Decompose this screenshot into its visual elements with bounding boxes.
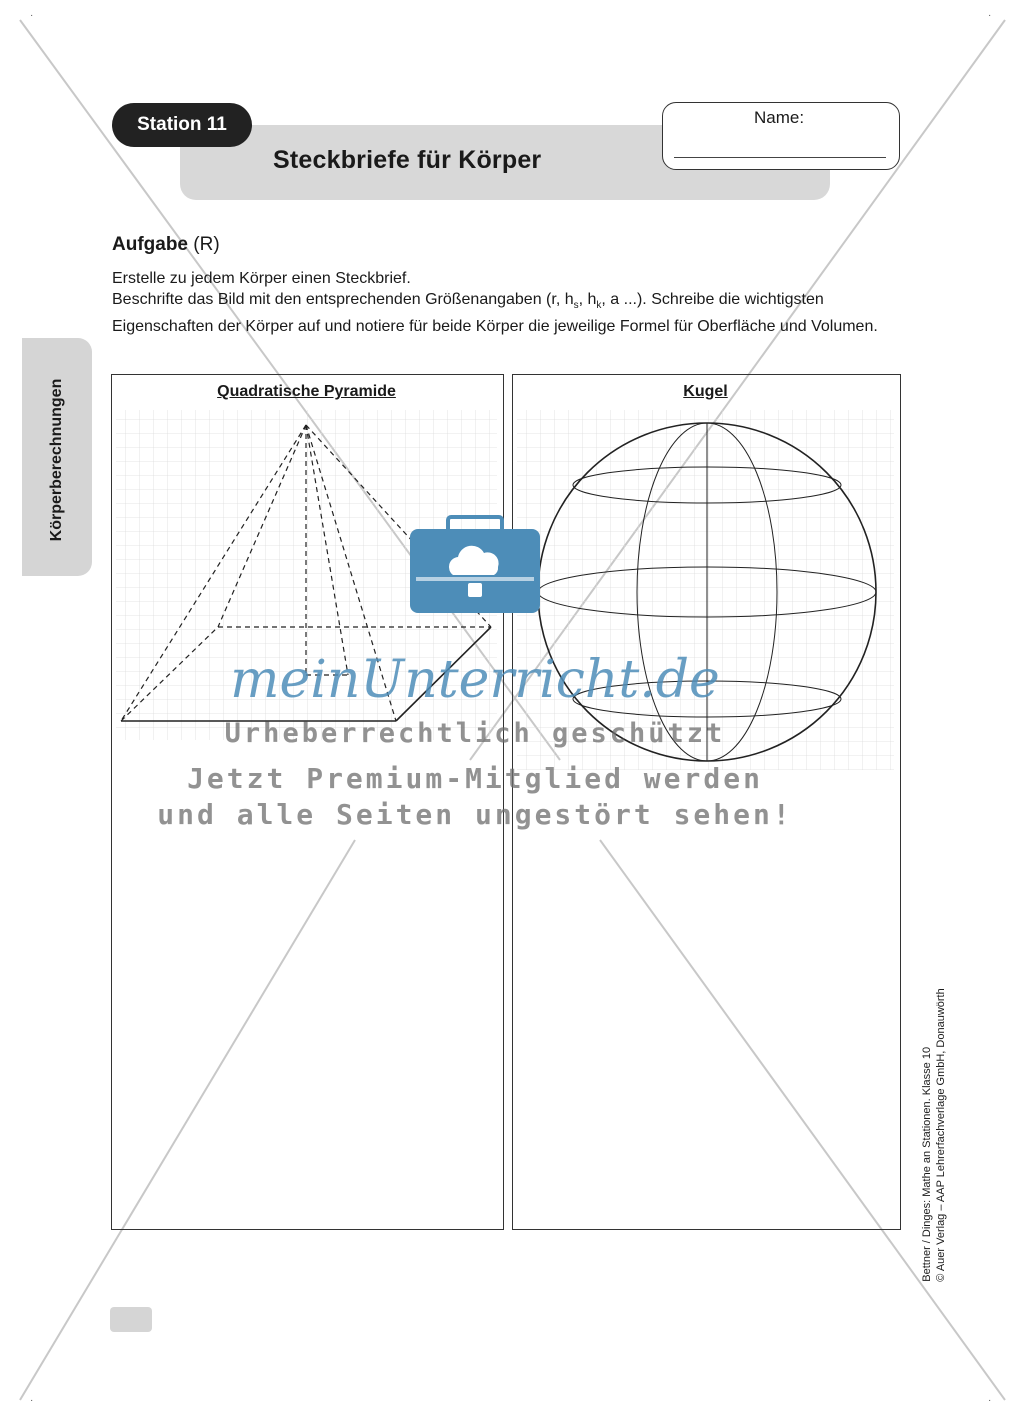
task-heading-label: Aufgabe (112, 234, 188, 255)
footer-credit (920, 988, 948, 1281)
name-field[interactable] (674, 157, 886, 158)
sphere-panel-title: Kugel (683, 383, 728, 400)
watermark-line-1: Urheberrechtlich geschützt (224, 718, 726, 749)
crop-mark: · (30, 10, 34, 21)
credit-line-2: © Auer Verlag – AAP Lehrerfachverlage GmbH, Donauwörth (935, 988, 947, 1282)
watermark-line-2: Jetzt Premium-Mitglied werden (187, 762, 763, 795)
pyramid-panel-title: Quadratische Pyramide (217, 383, 396, 400)
side-tab-label: Körperberechnungen (48, 378, 65, 542)
task-instructions (112, 268, 912, 337)
subscript-s: s (573, 300, 579, 312)
briefcase-cloud-icon (408, 515, 542, 615)
watermark-brand: meinUnterricht.de (230, 650, 720, 710)
task-line-1: Erstelle zu jedem Körper einen Steckbrief. (112, 270, 411, 287)
task-line-2 (112, 289, 912, 337)
grid-background (517, 410, 894, 770)
subscript-k: k (596, 300, 602, 312)
credit-line-1: Bettner / Dinges: Mathe an Stationen. Klasse 10 (921, 1046, 933, 1282)
crop-mark: · (30, 1395, 34, 1406)
task-line-2-sep: , h (578, 291, 597, 308)
page-title: Steckbriefe für Körper (273, 146, 542, 174)
page-number-box (110, 1307, 152, 1332)
task-level: (R) (193, 234, 220, 255)
name-label: Name: (754, 108, 805, 127)
task-line-2-post: , a ...). Schreibe die wichtigsten Eigenschaften der Körper auf und notiere für beide Körper die jeweilige Formel für Oberfläche und Volumen. (112, 291, 878, 336)
task-line-2-pre: Beschrifte das Bild mit den entsprechenden Größenangaben (r, h (112, 291, 574, 308)
station-badge: Station 11 (112, 103, 252, 147)
crop-mark: · (988, 10, 992, 21)
task-heading (112, 234, 220, 256)
crop-mark: · (988, 1395, 992, 1406)
watermark-line-3: und alle Seiten ungestört sehen! (157, 798, 793, 831)
